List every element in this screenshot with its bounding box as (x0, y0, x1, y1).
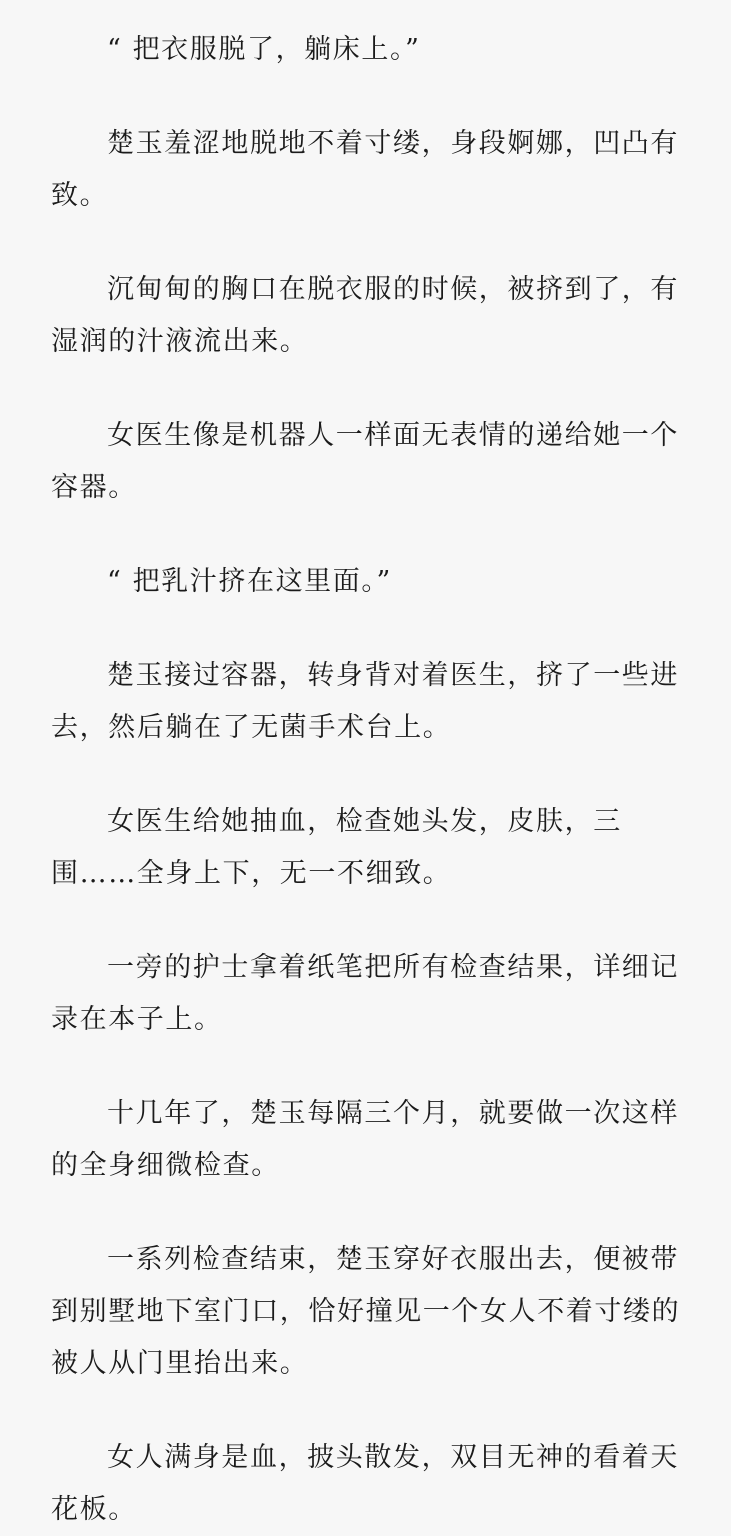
paragraph: “ 把衣服脱了，躺床上。” (107, 34, 421, 65)
paragraph: “ 把乳汁挤在这里面。” (107, 566, 392, 597)
paragraph: 十几年了，楚玉每隔三个月，就要做一次这样的全身细微检查。 (51, 1098, 679, 1181)
paragraph: 楚玉羞涩地脱地不着寸缕，身段婀娜，凹凸有致。 (51, 128, 679, 211)
paragraph: 女医生给她抽血，检查她头发，皮肤，三围……全身上下，无一不细致。 (51, 806, 622, 889)
paragraph: 沉甸甸的胸口在脱衣服的时候，被挤到了，有湿润的汁液流出来。 (51, 274, 679, 357)
paragraph: 楚玉接过容器，转身背对着医生，挤了一些进去，然后躺在了无菌手术台上。 (51, 660, 679, 743)
paragraph: 一系列检查结束，楚玉穿好衣服出去，便被带到别墅地下室门口，恰好撞见一个女人不着寸缕的被人从门里抬出来。 (51, 1244, 681, 1379)
paragraph: 女人满身是血，披头散发，双目无神的看着天花板。 (51, 1442, 679, 1525)
paragraph: 一旁的护士拿着纸笔把所有检查结果，详细记录在本子上。 (51, 952, 679, 1035)
paragraph: 女医生像是机器人一样面无表情的递给她一个容器。 (51, 420, 679, 503)
